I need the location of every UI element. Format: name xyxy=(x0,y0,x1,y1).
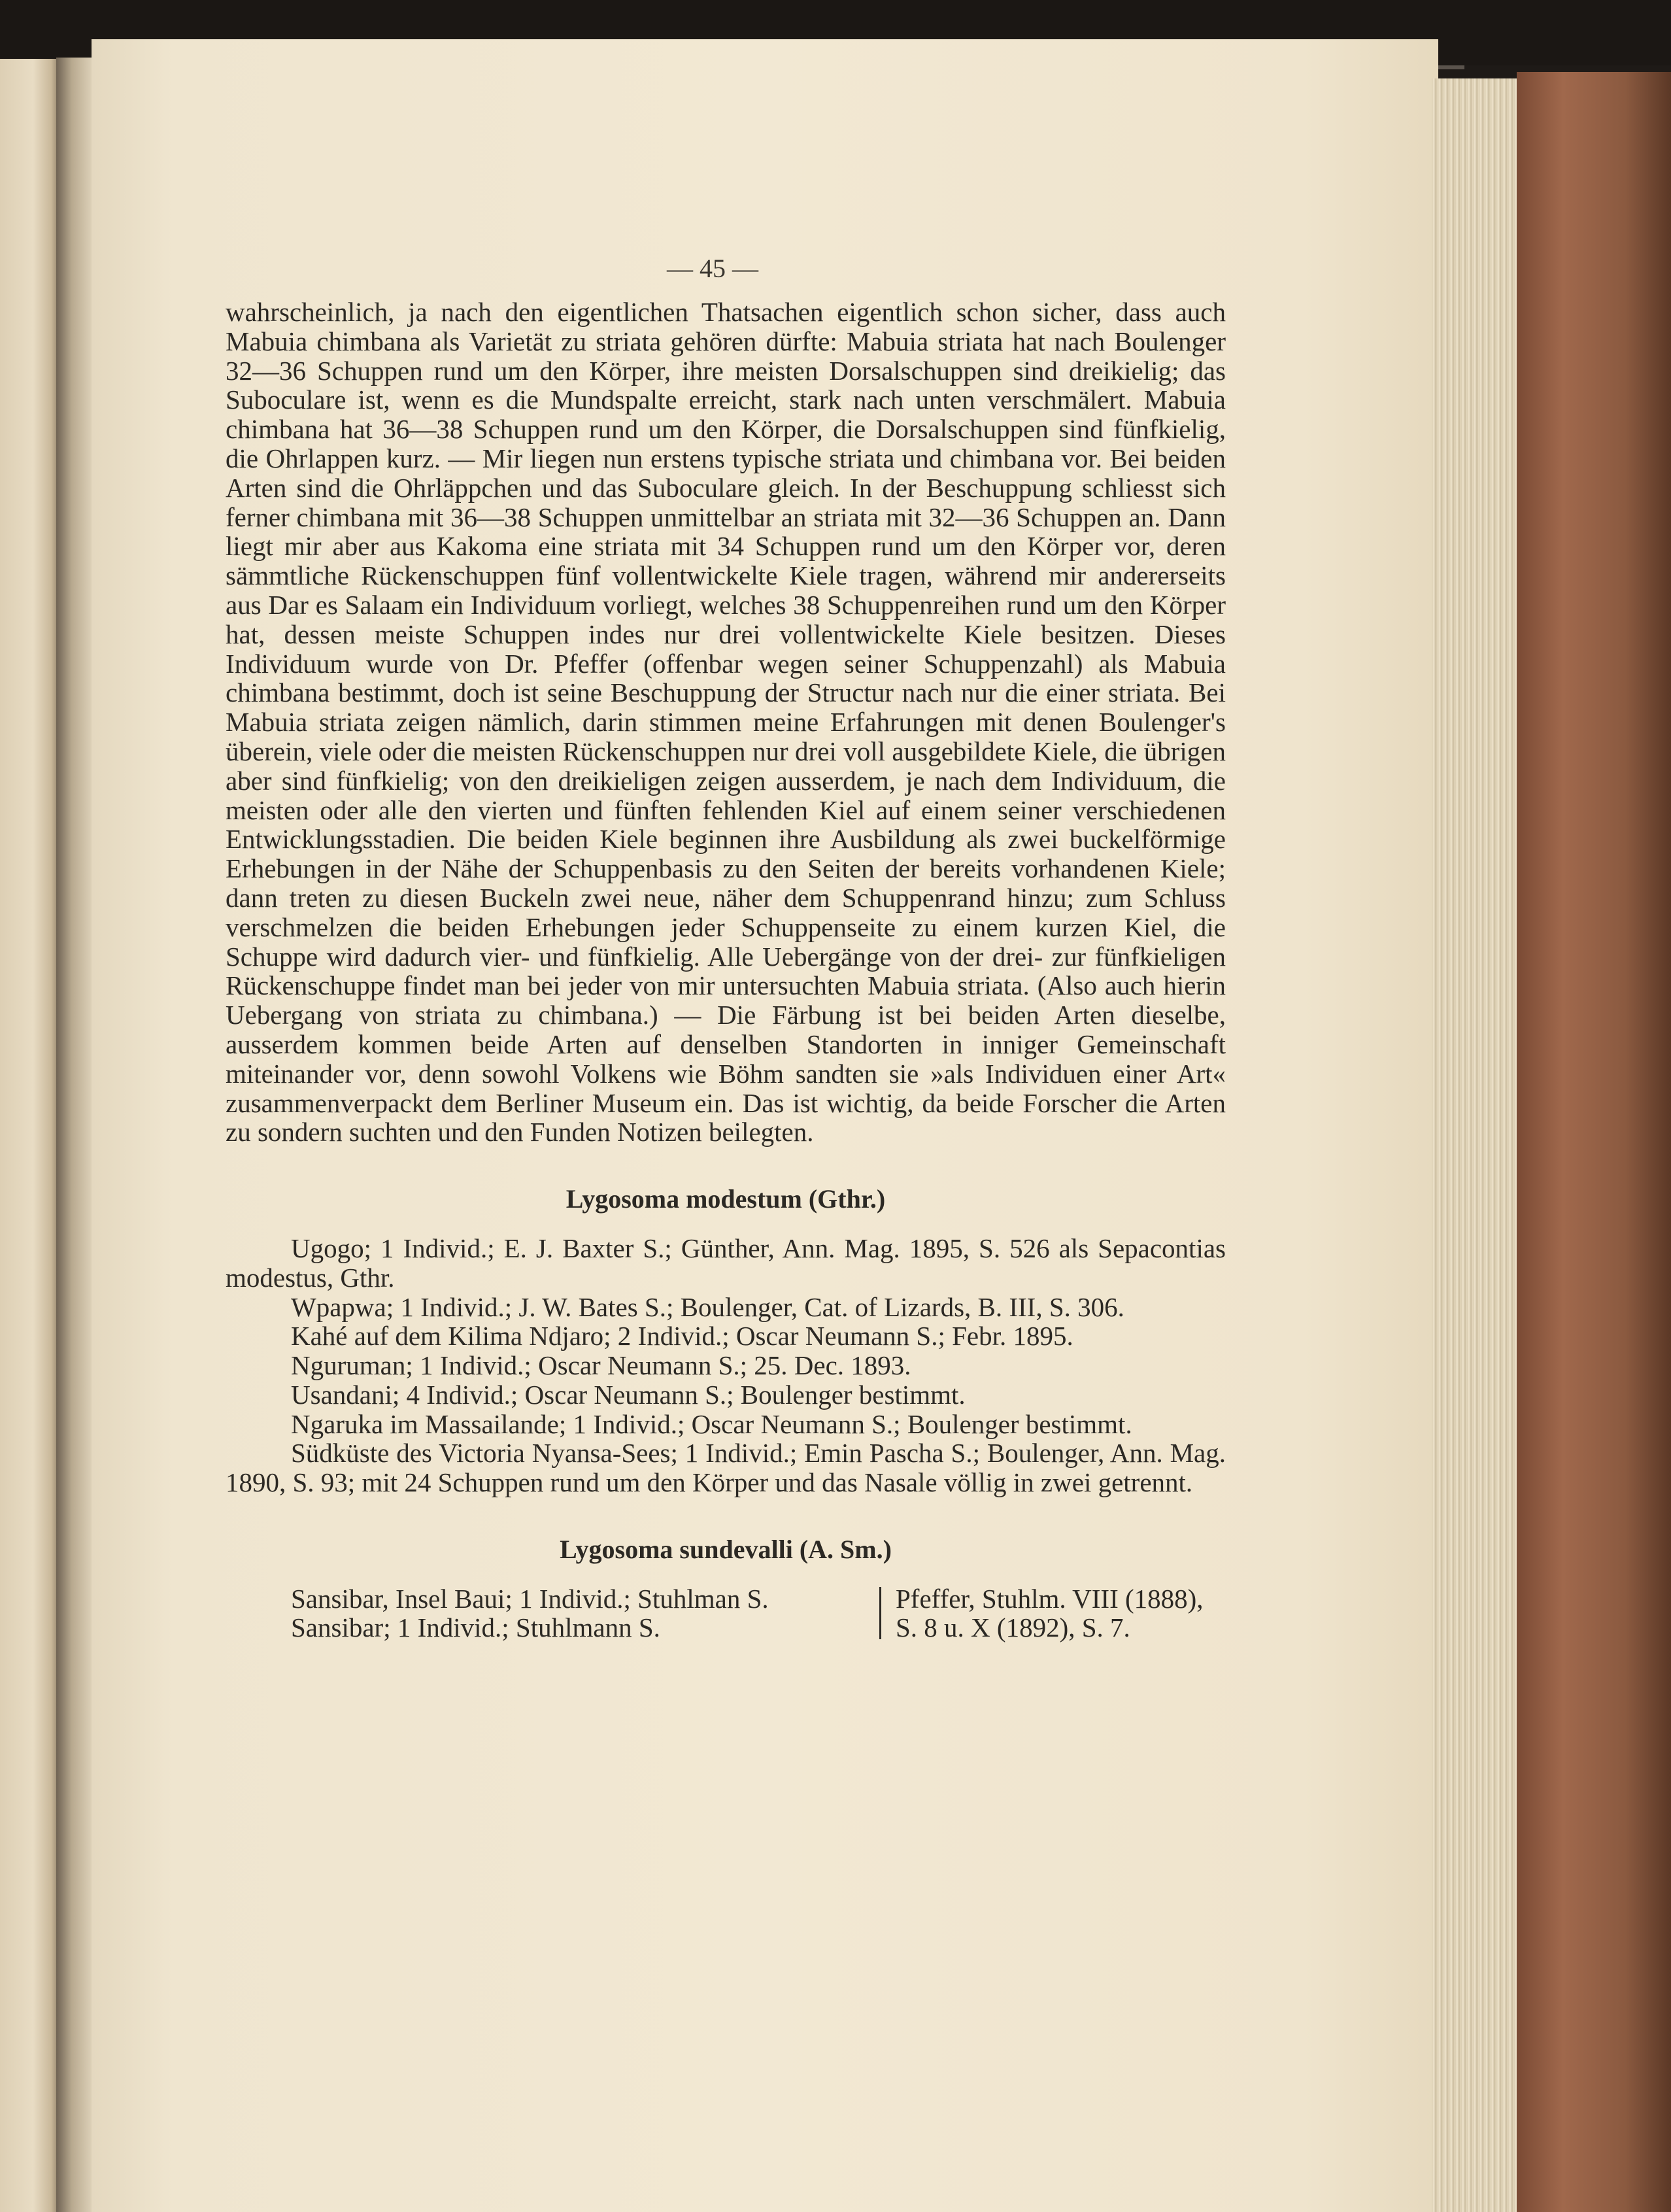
page-block-edges xyxy=(1432,78,1523,2212)
specimen-entry: Nguruman; 1 Individ.; Oscar Neumann S.; 25. Dec. 1893. xyxy=(291,1350,911,1381)
section-heading-lygosoma-sundevalli: Lygosoma sundevalli (A. Sm.) xyxy=(560,1535,892,1565)
specimen-entry: Ngaruka im Massailande; 1 Individ.; Oscar Neumann S.; Boulenger bestimmt. xyxy=(291,1408,1132,1439)
page-content xyxy=(226,248,1226,1643)
sansibar-entries xyxy=(226,1584,1226,1643)
page-number: — 45 — xyxy=(667,254,758,283)
specimen-entry: Kahé auf dem Kilima Ndjaro; 2 Individ.; Oscar Neumann S.; Febr. 1895. xyxy=(291,1321,1073,1352)
reference-text: Pfeffer, Stuhlm. VIII (1888), xyxy=(896,1583,1204,1614)
specimen-entry: Usandani; 4 Individ.; Oscar Neumann S.; Boulenger bestimmt. xyxy=(291,1379,966,1410)
brace xyxy=(879,1587,888,1639)
section-heading-lygosoma-modestum: Lygosoma modestum (Gthr.) xyxy=(565,1184,886,1214)
specimen-entry: Sansibar; 1 Individ.; Stuhlmann S. xyxy=(291,1612,660,1642)
book-gutter xyxy=(56,58,95,2212)
specimen-entry: Südküste des Victoria Nyansa-Sees; 1 Individ.; Emin Pascha S.; Boulenger, Ann. Mag. 1890, S. 93; mit 24 Schuppen rund um den Körper und das Nasale völlig in zwei getrennt. xyxy=(226,1438,1226,1498)
specimen-entry: Ugogo; 1 Individ.; E. J. Baxter S.; Günther, Ann. Mag. 1895, S. 526 als Sepacontias modestus, Gthr. xyxy=(226,1233,1226,1293)
specimen-entry: Wpapwa; 1 Individ.; J. W. Bates S.; Boulenger, Cat. of Lizards, B. III, S. 306. xyxy=(291,1291,1124,1322)
paragraph-text: wahrscheinlich, ja nach den eigentlichen Thatsachen eigentlich schon sicher, dass auch Mabuia chimbana als Varietät zu striata gehören dürfte: Mabuia striata hat nach Boulenger 32—36 Schuppen rund um den Körper, ihre meisten Dorsalschuppen sind dreikielig; das Suboculare ist, wenn es die Mundspalte erreicht, stark nach unten verschmälert. Mabuia chimbana hat 36—38 Schuppen rund um den Körper, die Dorsalschuppen sind fünfkielig, die Ohrlappen kurz. — Mir liegen nun erstens typische striata und chimbana vor. Bei beiden Arten sind die Ohrläppchen und das Suboculare gleich. In der Beschuppung schliesst sich ferner chimbana mit 36—38 Schuppen unmittelbar an striata mit 32—36 Schuppen an. Dann liegt mir aber aus Kakoma eine striata mit 34 Schuppen rund um den Körper vor, deren sämmtliche Rückenschuppen fünf vollentwickelte Kiele tragen, während mir andererseits aus Dar es Salaam ein Individuum vorliegt, welches 38 Schuppenreihen rund um den Körper hat, dessen meiste Schuppen indes nur drei vollentwickelte Kiele besitzen. Dieses Individuum wurde von Dr. Pfeffer (offenbar wegen seiner Schuppenzahl) als Mabuia chimbana bestimmt, doch ist seine Beschuppung der Structur nach nur die einer striata. Bei Mabuia striata zeigen nämlich, darin stimmen meine Erfahrungen mit denen Boulenger's überein, viele oder die meisten Rückenschuppen nur drei voll ausgebildete Kiele, die übrigen aber sind fünfkielig; von den dreikieligen zeigen ausserdem, je nach dem Individuum, die meisten oder alle den vierten und fünften fehlenden Kiel auf einem seiner verschiedenen Entwicklungsstadien. Die beiden Kiele beginnen ihre Ausbildung als zwei buckelförmige Erhebungen in der Nähe der Schuppenbasis zu den Seiten der bereits vorhandenen Kiele; dann treten zu diesen Buckeln zwei neue, näher dem Schuppenrand hinzu; zum Schluss verschmelzen die beiden Erhebungen jeder Schuppenseite zu einem kurzen Kiel, die Schuppe wird dadurch vier- und fünfkielig. Alle Uebergänge von der drei- zur fünfkieligen Rückenschuppe findet man bei jeder von mir untersuchten Mabuia striata. (Also auch hierin Uebergang von striata zu chimbana.) — Die Färbung ist bei beiden Arten dieselbe, ausserdem kommen beide Arten auf denselben Standorten in inniger Gemeinschaft miteinander vor, denn sowohl Volkens wie Böhm sandten sie »als Individuen einer Art« zusammenverpackt dem Berliner Museum ein. Das ist wichtig, da beide Forscher die Arten zu sondern suchten und den Funden Notizen beilegten. xyxy=(226,297,1226,1148)
specimen-entry: Sansibar, Insel Baui; 1 Individ.; Stuhlman S. xyxy=(291,1583,769,1614)
book-cover-edge xyxy=(1517,72,1671,2212)
left-page-edge xyxy=(0,59,60,2212)
body-paragraph xyxy=(226,298,1226,1147)
reference-text: S. 8 u. X (1892), S. 7. xyxy=(896,1612,1130,1642)
